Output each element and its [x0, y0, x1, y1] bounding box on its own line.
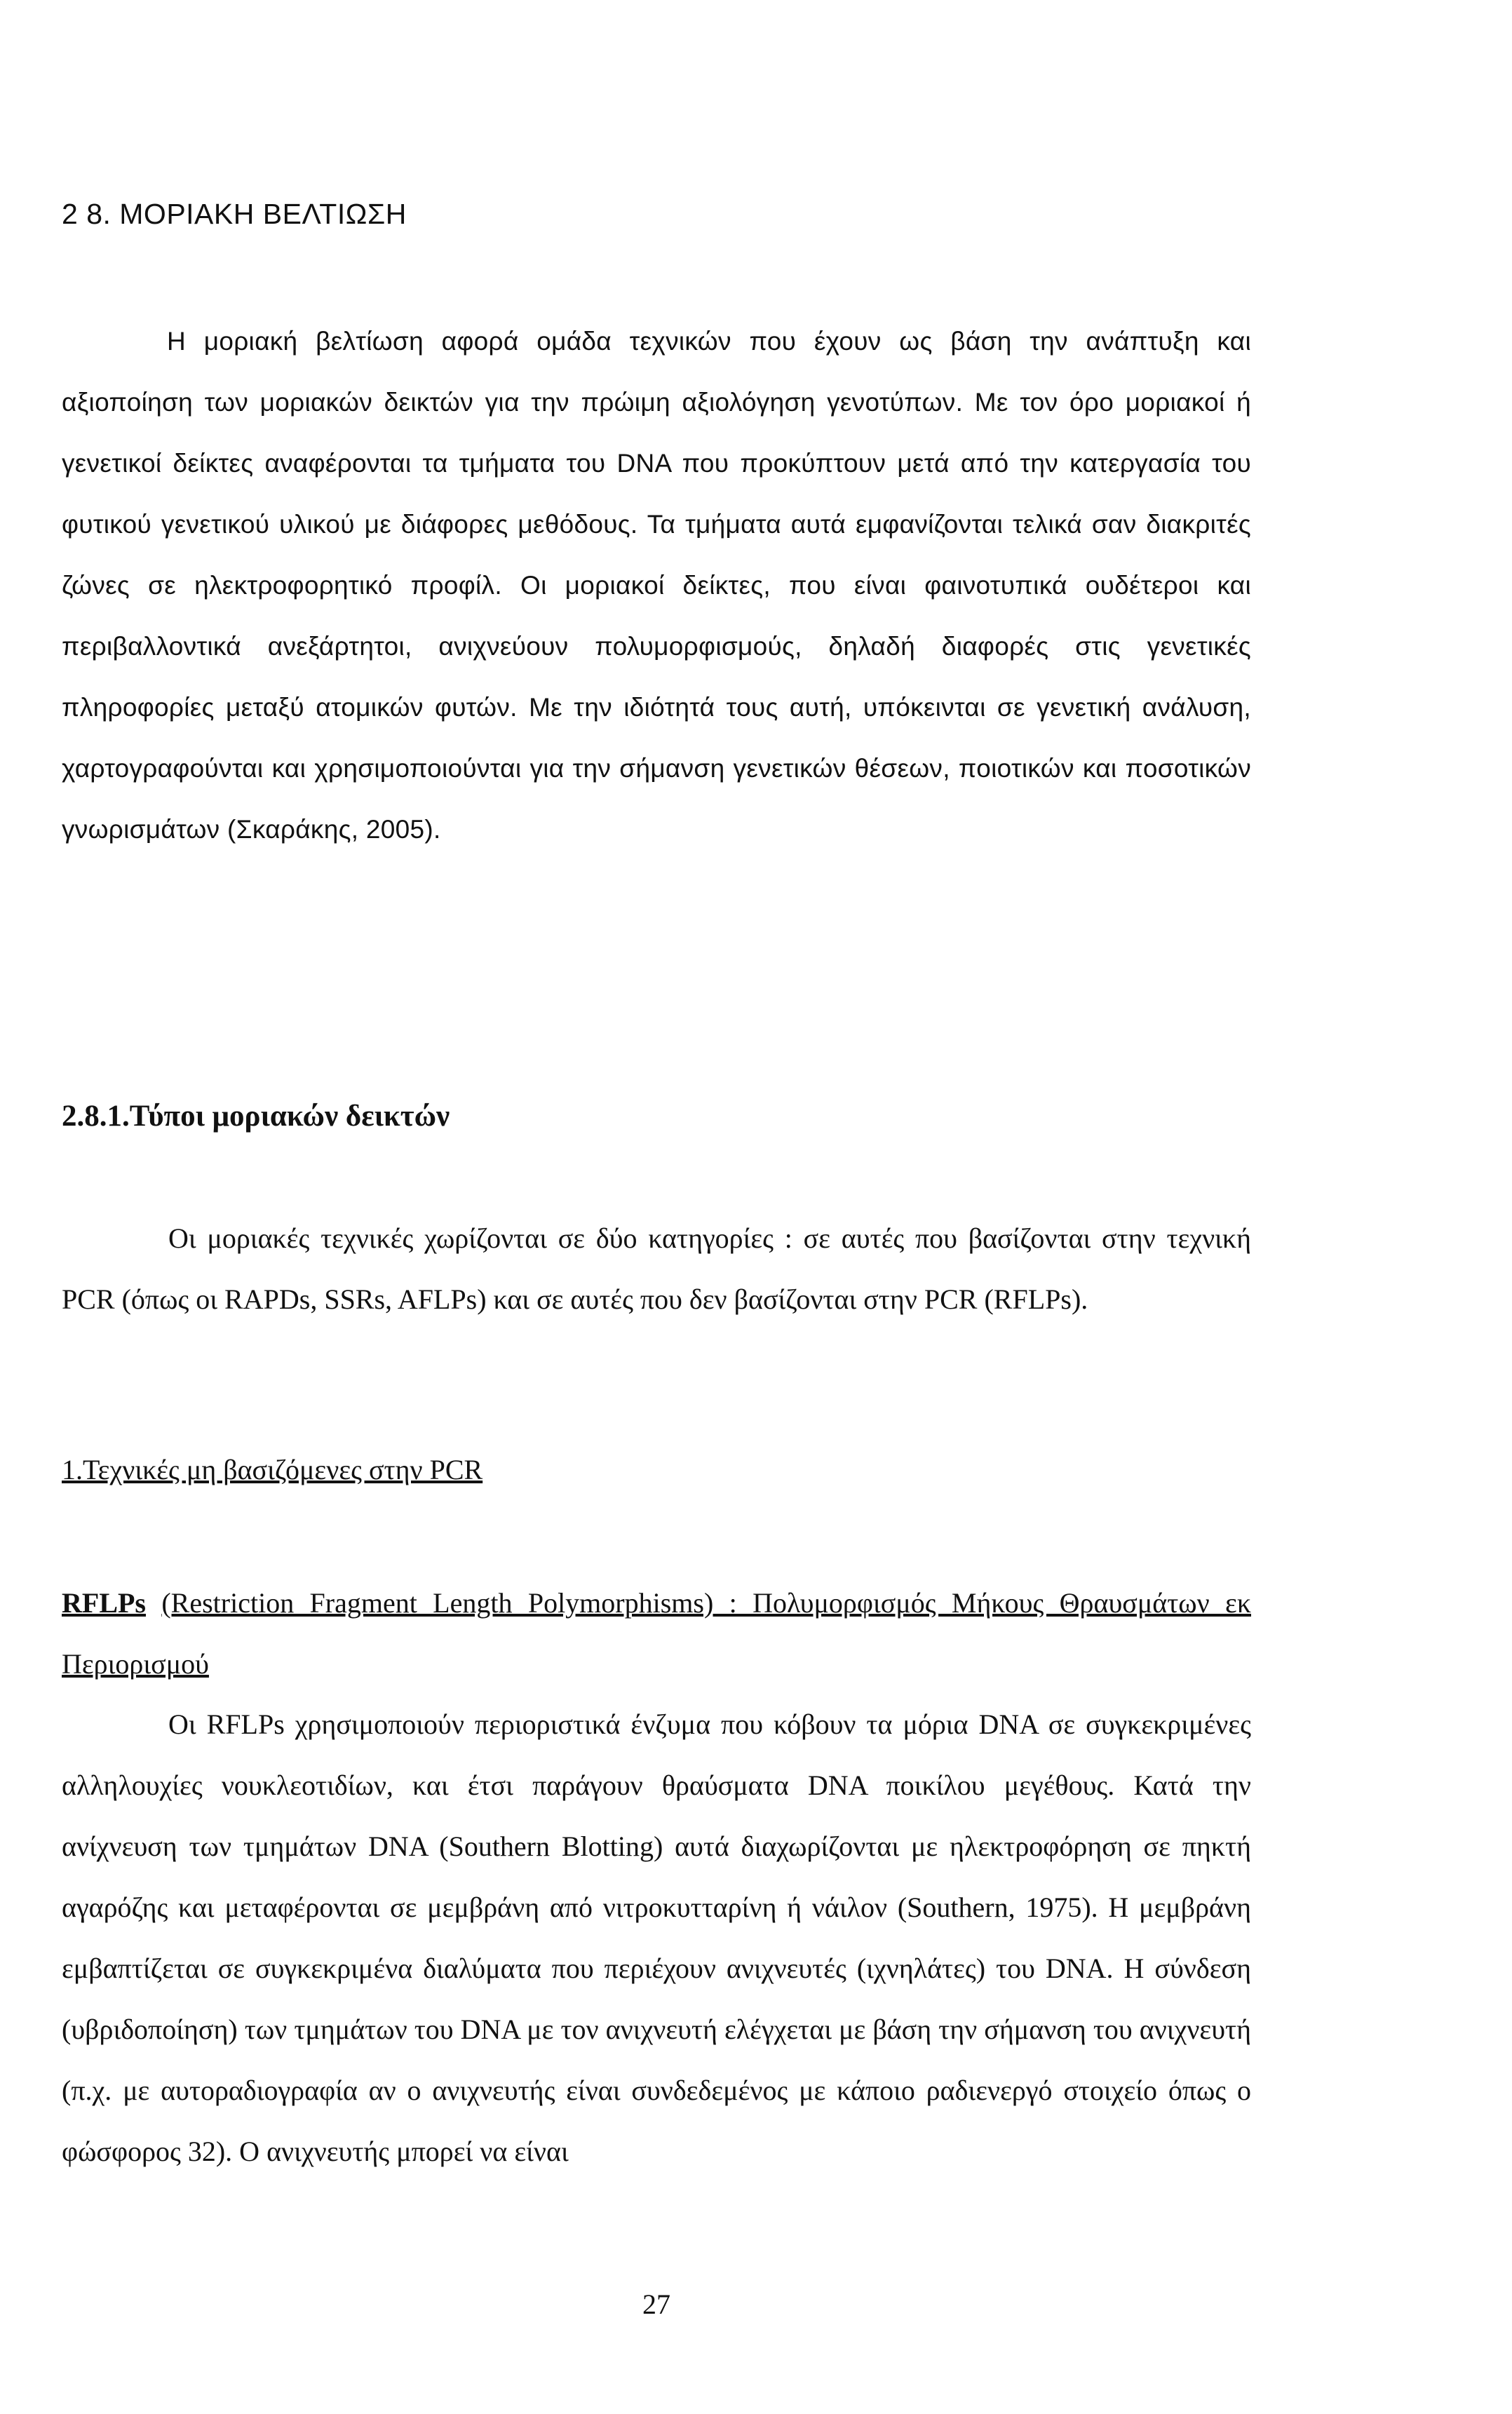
subsection-paragraph: Οι μοριακές τεχνικές χωρίζονται σε δύο κατηγορίες : σε αυτές που βασίζονται στην τεχνική PCR (όπως οι RAPDs, SSRs, AFLPs) και σε αυτές που δεν βασίζονται στην PCR (RFLPs). — [62, 1222, 1251, 1315]
section-paragraph: Η μοριακή βελτίωση αφορά ομάδα τεχνικών που έχουν ως βάση την ανάπτυξη και αξιοποίηση των μοριακών δεικτών για την πρώιμη αξιολόγηση γενοτύπων. Με τον όρο μοριακοί ή γενετικοί δείκτες αναφέρονται τα τμήματα του DNA που προκύπτουν μετά από την κατεργασία του φυτικού γενετικού υλικού με διάφορες μεθόδους. Τα τμήματα αυτά εμφανίζονται τελικά σαν διακριτές ζώνες σε ηλεκτροφορητικό προφίλ. Οι μοριακοί δείκτες, που είναι φαινοτυπικά ουδέτεροι και περιβαλλοντικά ανεξάρτητοι, ανιχνεύουν πολυμορφισμούς, δηλαδή διαφορές στις γενετικές πληροφορίες μεταξύ ατομικών φυτών. Με την ιδιότητά τους αυτή, υπόκεινται σε γενετική ανάλυση, χαρτογραφούνται και χρησιμοποιούνται για την σήμανση γενετικών θέσεων, ποιοτικών και ποσοτικών γνωρισμάτων (Σκαράκης, 2005). — [62, 327, 1251, 844]
section-heading: 2 8. ΜΟΡΙΑΚΗ ΒΕΛΤΙΩΣΗ — [62, 198, 407, 230]
rflp-heading-rest: (Restriction Fragment Length Polymorphisms) : Πολυμορφισμός Μήκους Θραυσμάτων εκ Περιορισμού — [62, 1587, 1252, 1680]
rflp-term: RFLPs — [62, 1587, 146, 1619]
subsection-heading: 2.8.1.Τύποι μοριακών δεικτών — [62, 1100, 450, 1133]
page-number: 27 — [642, 2288, 670, 2320]
rflp-heading — [62, 1572, 1251, 1694]
list-heading: 1.Τεχνικές μη βασιζόμενες στην PCR — [62, 1454, 483, 1485]
rflp-paragraph: Οι RFLPs χρησιμοποιούν περιοριστικά ένζυμα που κόβουν τα μόρια DNA σε συγκεκριμένες αλληλουχίες νουκλεοτιδίων, και έτσι παράγουν θραύσματα DNA ποικίλου μεγέθους. Κατά την ανίχνευση των τμημάτων DNA (Southern Blotting) αυτά διαχωρίζονται με ηλεκτροφόρηση σε πηκτή αγαρόζης και μεταφέρονται σε μεμβράνη από νιτροκυτταρίνη ή νάιλον (Southern, 1975). Η μεμβράνη εμβαπτίζεται σε συγκεκριμένα διαλύματα που περιέχουν ανιχνευτές (ιχνηλάτες) του DNA. Η σύνδεση (υβριδοποίηση) των τμημάτων του DNA με τον ανιχνευτή ελέγχεται με βάση την σήμανση του ανιχνευτή (π.χ. με αυτοραδιογραφία αν ο ανιχνευτής είναι συνδεδεμένος με κάποιο ραδιενεργό στοιχείο όπως ο φώσφορος 32). Ο ανιχνευτής μπορεί να είναι — [62, 1708, 1251, 2167]
